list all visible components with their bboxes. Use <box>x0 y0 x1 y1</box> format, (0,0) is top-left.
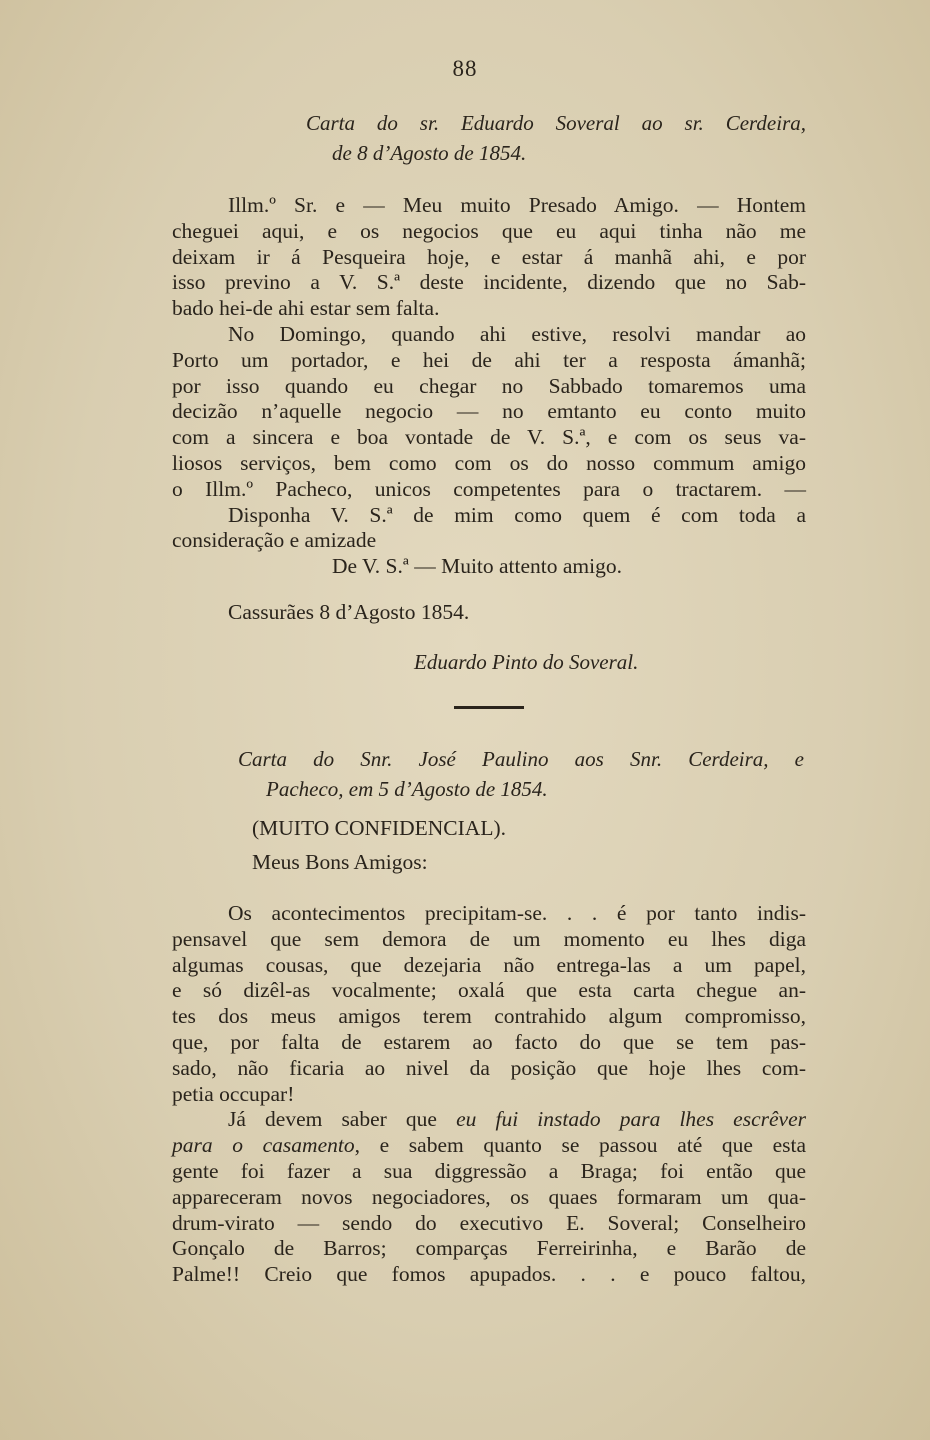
closing-line: De V. S.ª — Muito attento amigo. <box>332 554 623 579</box>
text-line: isso previno a V. S.ª deste incidente, dizendo que no Sab- <box>172 270 806 295</box>
text-line: para o casamento, e sabem quanto se passou até que esta <box>172 1133 806 1158</box>
text-line: algumas cousas, que dezejaria não entrega-las a um papel, <box>172 952 806 977</box>
letter2-body <box>172 901 806 1288</box>
text-line: deixam ir á Pesqueira hoje, e estar á manhã ahi, e por <box>172 244 806 269</box>
text-line: Illm.º Sr. e — Meu muito Presado Amigo. — Hontem <box>228 193 806 217</box>
text-line: sado, não ficaria ao nivel da posição que hoje lhes com- <box>172 1055 806 1080</box>
letter1-heading-line1: Carta do sr. Eduardo Soveral ao sr. Cerdeira, <box>306 111 806 135</box>
confidential-note: (MUITO CONFIDENCIAL). <box>252 816 507 840</box>
section-divider <box>454 706 524 709</box>
text-line: Já devem saber que eu fui instado para lhes escrêver <box>228 1107 807 1132</box>
text-line: consideração e amizade <box>172 528 377 553</box>
text-line: por isso quando eu chegar no Sabbado tomaremos uma <box>172 373 806 398</box>
text-line: Disponha V. S.ª de mim como quem é com toda a <box>228 502 806 527</box>
text-line: com a sincera e boa vontade de V. S.ª, e com os seus va- <box>172 425 806 450</box>
text-line: decizão n’aquelle negocio — no emtanto eu conto muito <box>172 399 806 424</box>
letter1-body <box>172 193 806 580</box>
text-line: Gonçalo de Barros; comparças Ferreirinha, e Barão de <box>172 1236 806 1261</box>
text-line: bado hei-de ahi estar sem falta. <box>172 296 440 321</box>
text-line: gente foi fazer a sua diggressão a Braga; foi então que <box>172 1158 806 1183</box>
text-line: cheguei aqui, e os negocios que eu aqui tinha não me <box>172 218 806 243</box>
text-line: pensavel que sem demora de um momento eu lhes diga <box>172 926 806 951</box>
letter2-heading <box>238 744 804 804</box>
text-line: petia occupar! <box>172 1081 295 1106</box>
text-line: liosos serviços, bem como com os do nosso commum amigo <box>172 450 806 475</box>
letter1-place-date: Cassurães 8 d’Agosto 1854. <box>228 600 470 624</box>
text-line: appareceram novos negociadores, os quaes formaram um qua- <box>172 1184 806 1209</box>
salutation: Meus Bons Amigos: <box>252 850 428 874</box>
text-line: tes dos meus amigos terem contrahido algum compromisso, <box>172 1004 806 1029</box>
text-line: Os acontecimentos precipitam-se. . . é por tanto indis- <box>228 901 806 925</box>
text-line: drum-virato — sendo do executivo E. Soveral; Conselheiro <box>172 1210 806 1235</box>
letter2-heading-line1: Carta do Snr. José Paulino aos Snr. Cerdeira, e <box>238 747 804 771</box>
text-line: Porto um portador, e hei de ahi ter a resposta ámanhã; <box>172 347 806 372</box>
letter1-signature: Eduardo Pinto do Soveral. <box>414 650 639 674</box>
text-line: e só dizêl-as vocalmente; oxalá que esta carta chegue an- <box>172 978 806 1003</box>
letter2-heading-line2: Pacheco, em 5 d’Agosto de 1854. <box>266 777 548 801</box>
page-number: 88 <box>452 56 478 81</box>
text-line: que, por falta de estarem ao facto do que se tem pas- <box>172 1029 806 1054</box>
text-line: Palme!! Creio que fomos apupados. . . e pouco faltou, <box>172 1262 806 1287</box>
letter1-heading-line2: de 8 d’Agosto de 1854. <box>332 141 527 165</box>
text-line: No Domingo, quando ahi estive, resolvi mandar ao <box>228 321 806 346</box>
text-line: o Illm.º Pacheco, unicos competentes para o tractarem. — <box>172 476 806 501</box>
letter1-heading <box>172 108 806 168</box>
